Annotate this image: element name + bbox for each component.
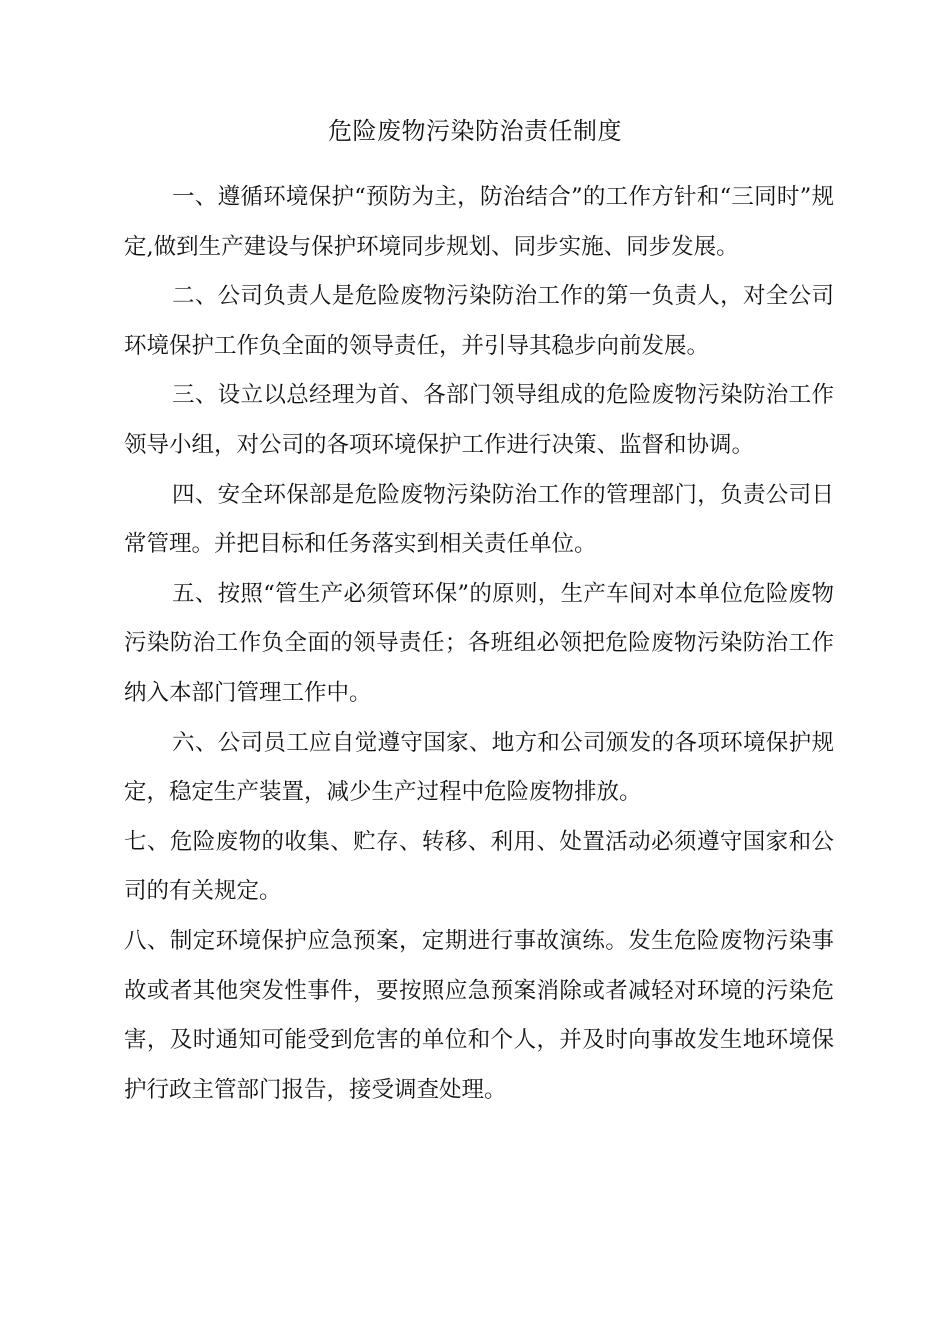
- paragraph-4: 四、安全环保部是危险废物污染防治工作的管理部门，负责公司日常管理。并把目标和任务落实到相关责任单位。: [124, 481, 834, 558]
- paragraph-6: 六、公司员工应自觉遵守国家、地方和公司颁发的各项环境保护规定，稳定生产装置，减少生产过程中危险废物排放。: [124, 729, 834, 806]
- document-title: 危险废物污染防治责任制度: [328, 117, 622, 145]
- paragraph-7: 七、危险废物的收集、贮存、转移、利用、处置活动必须遵守国家和公司的有关规定。: [124, 828, 834, 905]
- paragraph-2: 二、公司负责人是危险废物污染防治工作的第一负责人，对全公司环境保护工作负全面的领导责任，并引导其稳步向前发展。: [124, 283, 834, 359]
- paragraph-8: 八、制定环境保护应急预案，定期进行事故演练。发生危险废物污染事故或者其他突发性事件，要按照应急预案消除或者减轻对环境的污染危害，及时通知可能受到危害的单位和个人，并及时向事故发生地环境保护行政主管部门报告，接受调查处理。: [124, 927, 834, 1103]
- paragraph-3: 三、设立以总经理为首、各部门领导组成的危险废物污染防治工作领导小组，对公司的各项环境保护工作进行决策、监督和协调。: [124, 382, 834, 458]
- paragraph-1: 一、遵循环境保护“预防为主，防治结合”的工作方针和“三同时”规定,做到生产建设与保护环境同步规划、同步实施、同步发展。: [124, 184, 834, 260]
- document-body: [124, 173, 834, 1115]
- paragraph-5: 五、按照“管生产必须管环保”的原则，生产车间对本单位危险废物污染防治工作负全面的领导责任；各班组必领把危险废物污染防治工作纳入本部门管理工作中。: [124, 580, 834, 706]
